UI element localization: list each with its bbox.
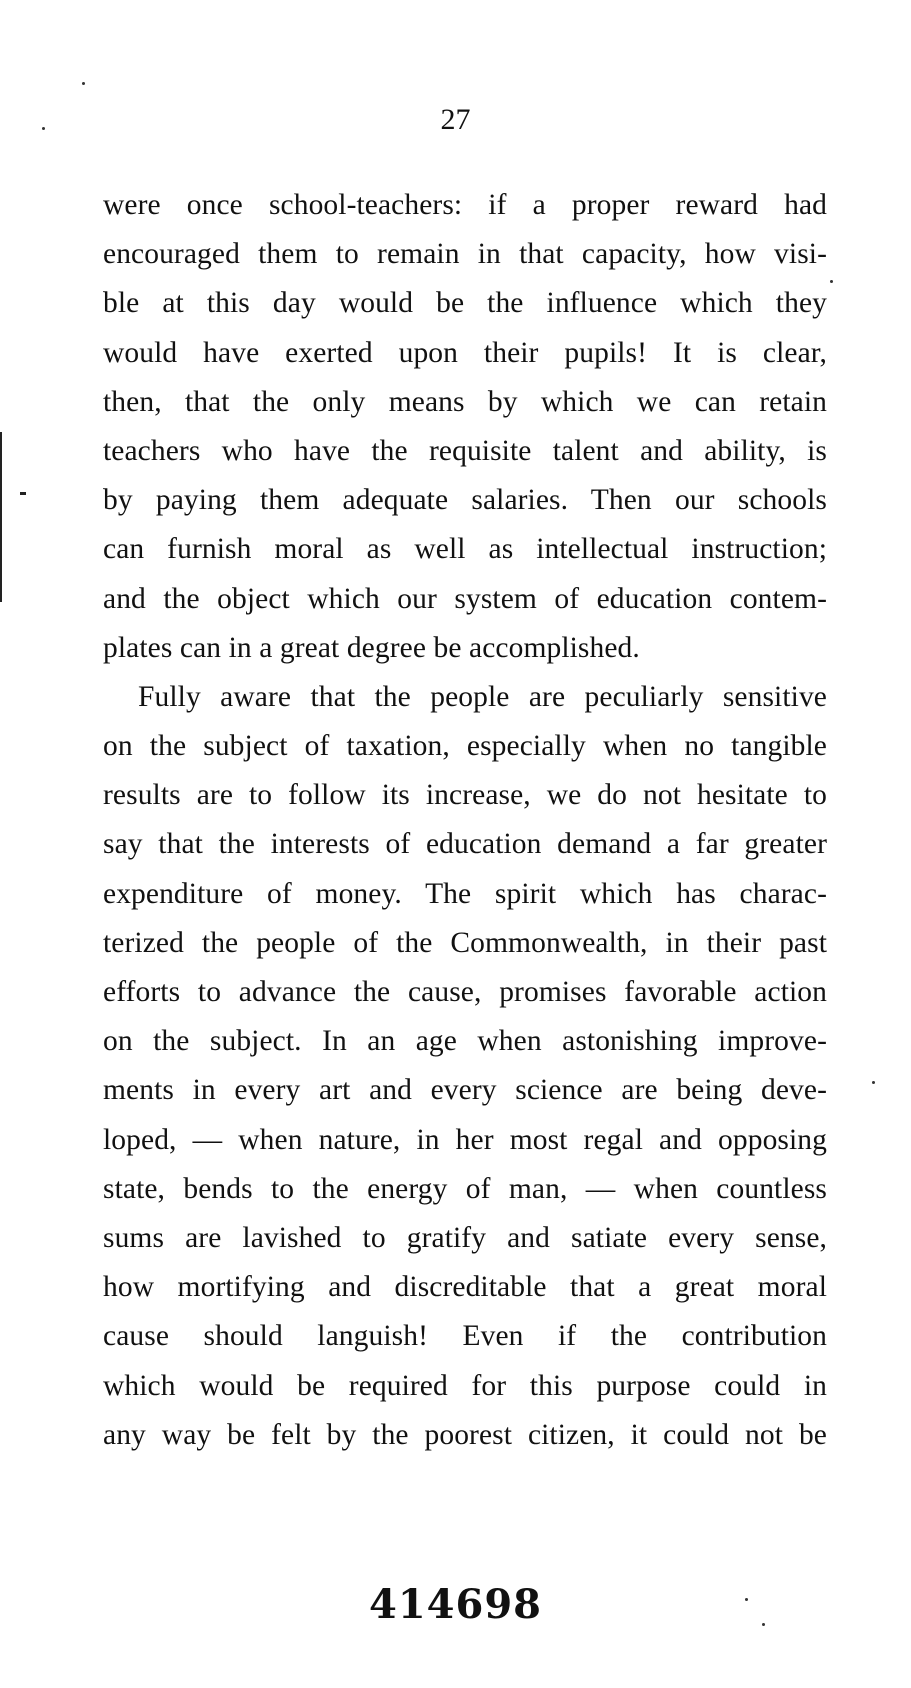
text-line: can furnish moral as well as intellectual instruction;	[103, 533, 827, 566]
text-line: expenditure of money. The spirit which has charac-	[103, 877, 827, 910]
margin-mark	[0, 432, 6, 602]
text-line: which would be required for this purpose could in	[103, 1369, 827, 1402]
page-number: 27	[440, 103, 471, 136]
text-line: ble at this day would be the influence which they	[103, 287, 827, 320]
text-line: say that the interests of education demand a far greater	[103, 828, 827, 861]
text-line: Fully aware that the people are peculiarly sensitive	[138, 680, 827, 713]
text-line: any way be felt by the poorest citizen, it could not be	[103, 1418, 827, 1451]
text-line: were once school-teachers: if a proper reward had	[103, 189, 827, 221]
scan-speck	[745, 1598, 748, 1601]
text-line: terized the people of the Commonwealth, in their past	[103, 926, 827, 959]
scan-speck	[82, 82, 85, 85]
text-line: plates can in a great degree be accomplished.	[103, 631, 640, 664]
scan-speck	[762, 1623, 765, 1626]
text-line: efforts to advance the cause, promises favorable action	[103, 976, 827, 1008]
margin-tick	[20, 492, 26, 495]
scan-speck	[830, 280, 833, 283]
text-line: teachers who have the requisite talent and ability, is	[103, 434, 827, 467]
text-line: then, that the only means by which we can retain	[103, 385, 827, 418]
text-line: state, bends to the energy of man, — when countless	[103, 1172, 827, 1205]
text-line: cause should languish! Even if the contribution	[103, 1320, 827, 1353]
text-line: by paying them adequate salaries. Then our schools	[103, 484, 827, 517]
catalog-number: 414698	[369, 1581, 542, 1628]
body-text	[103, 181, 827, 1460]
text-line: sums are lavished to gratify and satiate every sense,	[103, 1221, 827, 1254]
text-line: loped, — when nature, in her most regal and opposing	[103, 1123, 827, 1156]
text-line: ments in every art and every science are being deve-	[103, 1074, 827, 1107]
text-line: and the object which our system of education contem-	[103, 582, 827, 615]
text-line: encouraged them to remain in that capacity, how visi-	[103, 238, 827, 271]
scan-speck	[872, 1081, 875, 1084]
text-line: results are to follow its increase, we do not hesitate to	[103, 779, 827, 812]
text-line: would have exerted upon their pupils! It is clear,	[103, 336, 827, 369]
text-line: on the subject of taxation, especially when no tangible	[103, 730, 827, 763]
text-line: how mortifying and discreditable that a great moral	[103, 1271, 827, 1304]
text-line: on the subject. In an age when astonishing improve-	[103, 1025, 827, 1058]
scan-speck	[42, 127, 45, 130]
